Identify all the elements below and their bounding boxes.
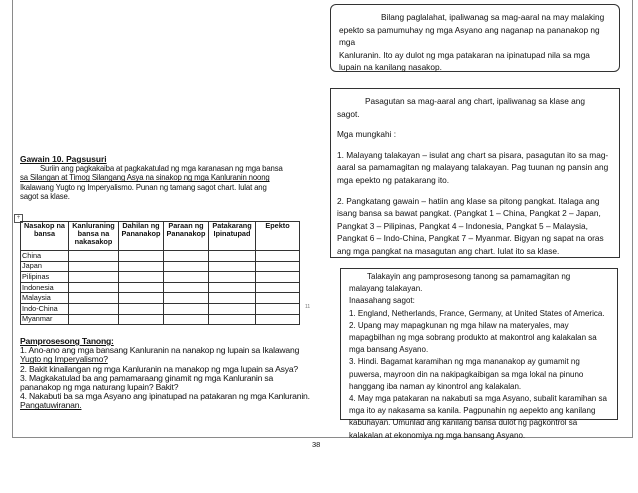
table-header-cell: Patakarang Ipinatupad <box>209 222 256 251</box>
question-line: 3. Magkakatulad ba ang pamamaraang ginamit ng mga Kanluranin sa <box>20 372 274 383</box>
table-header-cell: Paraan ng Pananakop <box>164 222 209 251</box>
small-mark: 11 <box>305 304 311 310</box>
discussion-line: Inaasahang sagot: <box>349 296 415 306</box>
discussion-textbox <box>340 268 618 440</box>
table-header-cell: Nasakop na bansa <box>21 222 69 251</box>
discussion-line: Talakayin ang pamprosesong tanong sa pamamagitan ng <box>367 272 571 281</box>
table-row <box>21 251 300 262</box>
instructions-intro-line: Pasagutan sa mag-aaral ang chart, ipaliwanag sa klase ang <box>365 96 586 106</box>
table-row <box>21 314 300 325</box>
instructions-textbox <box>330 88 620 258</box>
table-header-cell: Kanluraning bansa na nakasakop <box>69 222 119 251</box>
summary-line: Bilang paglalahat, ipaliwanag sa mag-aaral na may malaking <box>381 12 605 22</box>
discussion-line: malayang talakayan. <box>349 284 423 294</box>
country-cell: Malaysia <box>21 293 69 304</box>
discussion-line: mapagbilhan ng mga sobrang produkto at makontrol ang kalakalan sa <box>349 333 597 343</box>
question-line: 4. Nakabuti ba sa mga Asyano ang ipinatupad na patakaran ng mga Kanluranin. <box>20 391 310 402</box>
discussion-line: 4. May mga patakaran na nakabuti sa mga Asyano, subalit karamihan sa <box>349 394 607 404</box>
table-row <box>21 293 300 304</box>
question-line: 1. Ano-ano ang mga bansang Kanluranin na nanakop ng lupain sa Ikalawang <box>20 345 300 356</box>
table-header-row <box>21 222 300 251</box>
discussion-line: kabuhayan. Umunlad ang kanilang bansa dulot ng pagkontrol sa <box>349 418 578 428</box>
instructions-intro-line: sagot. <box>337 108 360 119</box>
gawain-title: Gawain 10. Pagsusuri <box>20 154 107 164</box>
table-row <box>21 282 300 293</box>
country-cell: Myanmar <box>21 314 69 325</box>
item1-line: mga epekto ng patakarang ito. <box>337 174 450 185</box>
gawain-line: Suriin ang pagkakaiba at pagkakatulad ng mga karanasan ng mga bansa <box>40 164 283 173</box>
question-line: Pangatuwiranan. <box>20 400 82 411</box>
gawain-instructions <box>20 164 300 202</box>
discussion-line: mga bansang Asyano. <box>349 345 429 355</box>
country-cell: Japan <box>21 261 69 272</box>
item2-line: ang mga pangkat na masagutan ang chart. Iulat ito sa klase. <box>337 245 560 256</box>
mungkahi-heading: Mga mungkahi : <box>337 129 397 140</box>
item2-line: isang bansa sa bawat pangkat. (Pangkat 1 – China, Pangkat 2 – Japan, <box>337 208 601 219</box>
discussion-line: hanggang iba naman ay kinontrol ang kalakalan. <box>349 381 522 391</box>
gawain-line: sa Silangan at Timog Silangang Asya na sinakop ng mga Kanluranin noong <box>20 173 270 183</box>
discussion-line: 2. Upang may mapagkunan ng mga hilaw na materyales, may <box>349 320 569 330</box>
country-cell: Indo-China <box>21 303 69 314</box>
summary-textbox <box>330 4 620 72</box>
table-row <box>21 272 300 283</box>
table-header-cell: Epekto <box>256 222 300 251</box>
table-header-cell: Dahilan ng Pananakop <box>119 222 164 251</box>
item1-line: aaral sa pamamagitan ng malayang talakayan. Pag tuunan ng pansin ang <box>337 162 609 173</box>
gawain-table <box>20 221 299 325</box>
country-cell: Pilipinas <box>21 272 69 283</box>
country-cell: Indonesia <box>21 282 69 293</box>
question-line: Yugto ng Imperyalismo? <box>20 354 108 365</box>
table-row <box>21 303 300 314</box>
gawain-line: sagot sa klase. <box>20 192 70 202</box>
country-cell: China <box>21 251 69 262</box>
table-row <box>21 261 300 272</box>
page-number: 38 <box>312 440 321 449</box>
question-line: pananakop ng mga naturang lupain? Bakit? <box>20 382 179 393</box>
discussion-line: puwersa, mayroon din na nakipagkaibigan sa mga lokal na pinuno <box>349 369 584 379</box>
discussion-line: 3. Hindi. Bagamat karamihan ng mga mananakop ay gumamit ng <box>349 357 580 367</box>
question-line: 2. Bakit kinailangan ng mga Kanluranin na manakop ng mga lupain sa Asya? <box>20 363 298 374</box>
item1-line: 1. Malayang talakayan – isulat ang chart sa pisara, pasagutan ito sa mag- <box>337 149 609 160</box>
gawain-line: Ikalawang Yugto ng Imperyalismo. Punan ng tamang sagot chart. Iulat ang <box>20 182 267 192</box>
item2-line: Pangkat 6 – Indo-China, Pangkat 7 – Myanmar. Bigyan ng sapat na oras <box>337 233 604 244</box>
summary-line: epekto sa pamumuhay ng mga Asyano ang naganap na pananakop ng mga <box>339 24 600 48</box>
pamprosesong-title: Pamprosesong Tanong: <box>20 336 114 346</box>
discussion-line: mga ito ay nakasama sa kanila. Pagpunahin ng aepekto ang kanilang <box>349 406 596 416</box>
pamprosesong-tanong <box>20 337 320 411</box>
item2-line: Pangkat 3 – Pilipinas, Pangkat 4 – Indonesia, Pangkat 5 – Malaysia, <box>337 220 588 231</box>
summary-line: lupain na kanilang nasakop. <box>339 62 442 73</box>
summary-line: Kanluranin. Ito ay dulot ng mga patakaran na ipinatupad nila sa mga <box>339 49 590 60</box>
table-move-handle-icon[interactable]: + <box>14 214 23 223</box>
discussion-line: 1. England, Netherlands, France, Germany, at United States of America. <box>349 308 605 318</box>
item2-line: 2. Pangkatang gawain – hatiin ang klase sa pitong pangkat. Italaga ang <box>337 195 600 206</box>
discussion-line: kalakalan at ekonomiya ng mga bansang Asyano. <box>349 430 526 440</box>
